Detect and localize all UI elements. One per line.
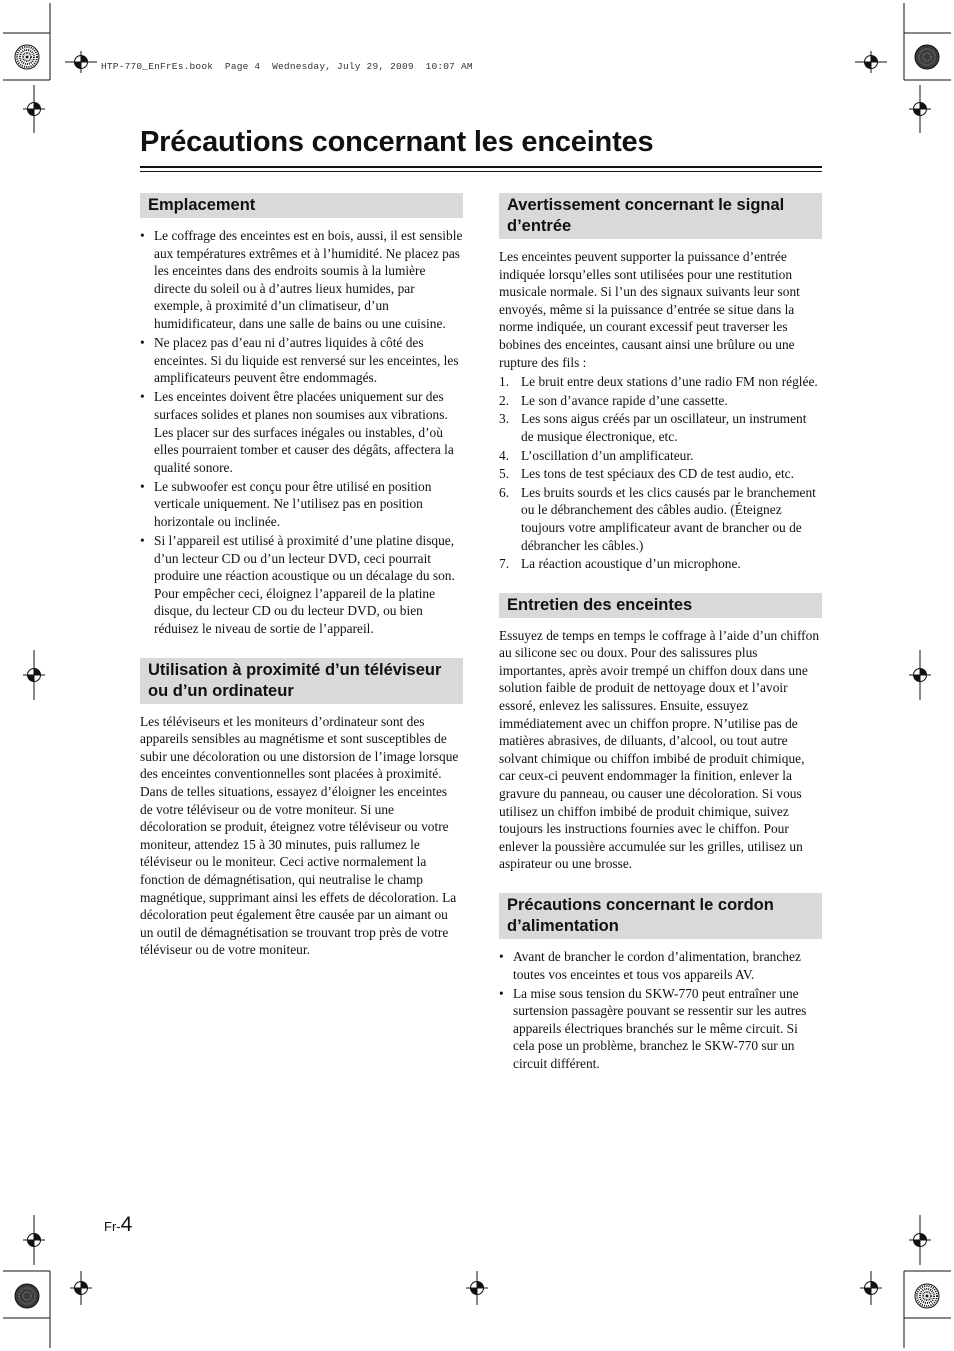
section-heading: Précautions concernant le cordon d’alimentation: [499, 893, 822, 939]
registration-mark-icon: [909, 98, 931, 120]
section-entretien: [499, 593, 822, 873]
registration-mark-icon: [70, 1277, 92, 1299]
page-number-digit: 4: [120, 1213, 133, 1236]
list-item: 2. Le son d’avance rapide d’une cassette.: [499, 392, 728, 408]
section-cordon: [499, 893, 822, 1073]
list-item: • Les enceintes doivent être placées uniquement sur des surfaces solides et planes non soumises aux vibrations. Les placer sur des surfaces inégales ou instables, d’où elles pourraient tomber et causer des dégâts, affectera la qualité sonore.: [140, 389, 454, 475]
list-item: • La mise sous tension du SKW-770 peut entraîner une surtension passagère pouvant se ressentir sur les autres appareils électriques branchés sur le même circuit. Si cela pose un problème, branchez le SKW-770 sur un circuit différent.: [499, 985, 807, 1072]
list-item: 4. L’oscillation d’un amplificateur.: [499, 447, 694, 463]
list-item: • Avant de brancher le cordon d’alimentation, branchez toutes vos enceintes et tous vos appareils AV.: [499, 949, 801, 982]
bullet-icon: •: [140, 478, 145, 494]
title-rule: [140, 171, 822, 172]
list-item: • Ne placez pas d’eau ni d’autres liquides à côté des enceintes. Si du liquide est renversé sur les enceintes, les amplificateurs peuvent être endommagés.: [140, 335, 459, 386]
left-column: [140, 193, 463, 979]
title-rule: [140, 166, 822, 168]
right-column: [499, 193, 822, 1093]
crop-mark-icon: [3, 3, 50, 80]
body-paragraph: Les enceintes peuvent supporter la puissance d’entrée indiquée lorsqu’elles sont utilisées pour une restitution musicale normale. Si l’un des signaux suivants leur sont envoyés, même si la puissance d’entrée se situe dans la norme indiquée, un courant excessif peut traverser les bobines des enceintes, causant ainsi une brûlure ou une rupture des fils :: [499, 249, 800, 370]
list-item: • Si l’appareil est utilisé à proximité d’une platine disque, d’un lecteur CD ou d’un lecteur DVD, ceci pourrait produire une réaction acoustique ou un décalage du son. Pour empêcher ceci, éloignez l’appareil de la platine disque, du lecteur CD ou du lecteur DVD, ou bien réduisez le niveau de sortie de l’appareil.: [140, 533, 455, 637]
crop-mark-icon: [904, 1271, 951, 1348]
color-wheel-icon: [915, 45, 939, 69]
registration-mark-icon: [70, 51, 92, 73]
registration-mark-icon: [23, 1229, 45, 1251]
registration-mark-icon: [23, 664, 45, 686]
registration-mark-icon: [23, 98, 45, 120]
list-item: 6. Les bruits sourds et les clics causés par le branchement ou le débranchement des câbles audio. (Éteignez toujours votre amplificateur avant de brancher ou de débrancher les câbles.): [499, 484, 816, 553]
registration-mark-icon: [860, 1277, 882, 1299]
section-avertissement: [499, 193, 822, 573]
bullet-icon: •: [140, 335, 145, 351]
list-item: 7. La réaction acoustique d’un microphone.: [499, 556, 741, 572]
bullet-icon: •: [499, 985, 504, 1001]
crop-mark-icon: [3, 1271, 50, 1348]
color-wheel-icon: [15, 1284, 39, 1308]
page-number-prefix: Fr-: [104, 1219, 121, 1234]
color-wheel-icon: [15, 45, 39, 69]
registration-mark-icon: [909, 664, 931, 686]
list-item: 3. Les sons aigus créés par un oscillateur, un instrument de musique électronique, etc.: [499, 411, 807, 444]
print-header: HTP-770_EnFrEs.book Page 4 Wednesday, July 29, 2009 10:07 AM: [101, 61, 473, 72]
list-item: • Le coffrage des enceintes est en bois, aussi, il est sensible aux températures extrêmes et à l’humidité. Ne placez pas les enceintes dans des endroits soumis à la lumière directe du soleil ou à d’autres lieux humides, par exemple, à proximité d’un climatiseur, d’un humidificateur, dans une salle de bains ou une cuisine.: [140, 228, 463, 331]
page-title: Précautions concernant les enceintes: [140, 126, 654, 158]
bullet-icon: •: [140, 389, 145, 405]
list-item: 1. Le bruit entre deux stations d’une radio FM non réglée.: [499, 374, 818, 390]
registration-mark-icon: [466, 1277, 488, 1299]
bullet-list: [140, 227, 463, 638]
section-emplacement: [140, 193, 463, 638]
color-wheel-icon: [915, 1284, 939, 1308]
list-item: 5. Les tons de test spéciaux des CD de test audio, etc.: [499, 466, 794, 482]
numbered-list: [499, 373, 822, 573]
section-heading: Utilisation à proximité d’un téléviseur ou d’un ordinateur: [140, 658, 463, 704]
section-heading: Emplacement: [140, 193, 463, 218]
body-paragraph: Les téléviseurs et les moniteurs d’ordinateur sont des appareils sensibles au magnétisme et sont susceptibles de subir une décoloration ou une distorsion de l’image lorsque des enceintes conventionnelles sont placées à proximité. Dans de telles situations, essayez d’éloigner les enceintes de votre téléviseur ou de votre moniteur. Si une décoloration se produit, éteignez votre téléviseur ou votre moniteur, attendez 15 à 30 minutes, puis rallumez le téléviseur ou le moniteur. Ceci active normalement la fonction de démagnétisation, qui neutralise le champ magnétique, supprimant ainsi les effets de décoloration. La décoloration peut également être causée par un aimant ou un outil de démagnétisation se trouvant trop près de votre téléviseur ou de votre moniteur.: [140, 713, 459, 958]
section-proximite: [140, 658, 463, 959]
page-number: [104, 1213, 132, 1237]
list-item: • Le subwoofer est conçu pour être utilisé en position verticale uniquement. Ne l’utilisez pas en position horizontale ou inclinée.: [140, 478, 432, 529]
registration-mark-icon: [909, 1229, 931, 1251]
section-heading: Avertissement concernant le signal d’entrée: [499, 193, 822, 239]
bullet-icon: •: [140, 533, 145, 549]
registration-mark-icon: [860, 51, 882, 73]
bullet-icon: •: [140, 228, 145, 243]
section-heading: Entretien des enceintes: [499, 593, 822, 618]
bullet-list: [499, 948, 822, 1073]
crop-mark-icon: [904, 3, 951, 80]
body-paragraph: Essuyez de temps en temps le coffrage à l’aide d’un chiffon au silicone sec ou doux. Pour des salissures plus importantes, après avoir trempé un chiffon doux dans une solution faible de produit de nettoyage doux et l’avoir essoré, enlevez les salissures. Ensuite, essuyez immédiatement avec un chiffon propre. N’utilise pas de matières abrasives, de diluants, d’alcool, ou tout autre solvant chimique ou chiffon imbibé de produit chimique, car ceux-ci peuvent endommager la finition, enlever la gravure du panneau, ou causer une décoloration. Si vous utilisez un chiffon imbibé de produit chimique, suivez toujours les instructions fournies avec le chiffon. Pour enlever la poussière accumulée sur les grilles, utilisez un aspirateur ou une brosse.: [499, 627, 820, 872]
bullet-icon: •: [499, 949, 504, 964]
